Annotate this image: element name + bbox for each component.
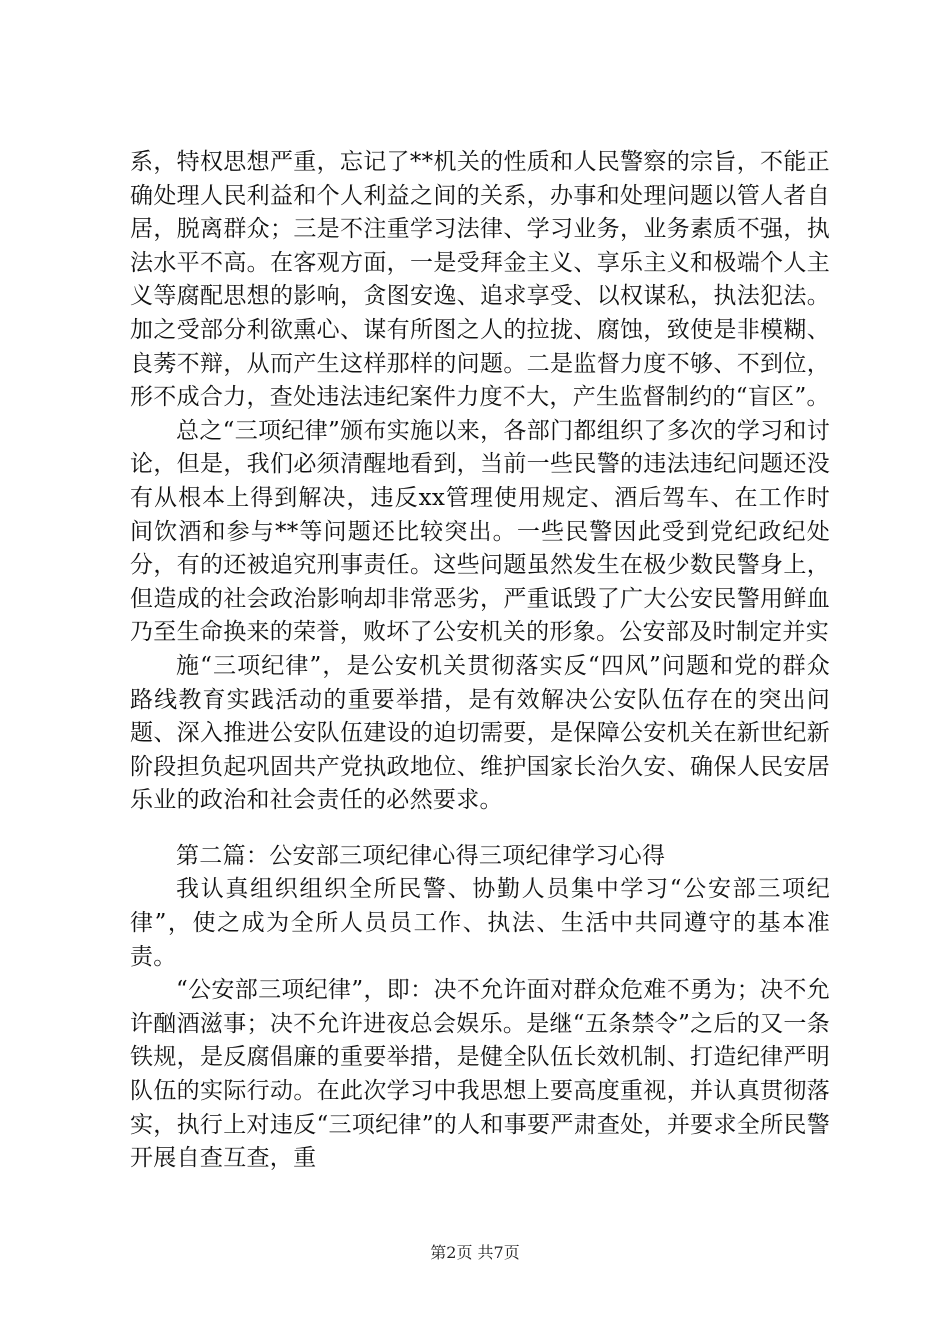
paragraph-continuation: 系，特权思想严重，忘记了**机关的性质和人民警察的宗旨，不能正确处理人民利益和个人利益之间的关系，办事和处理问题以管人者自居，脱离群众；三是不注重学习法律、学习业务，业务素质不强，执法水平不高。在客观方面，一是受拜金主义、享乐主义和极端个人主义等腐配思想的影响，贪图安逸、追求享受、以权谋私，执法犯法。加之受部分利欲熏心、谋有所图之人的拉拢、腐蚀，致使是非模糊、良莠不辩，从而产生这样那样的问题。二是监督力度不够、不到位，形不成合力，查处违法违纪案件力度不大，产生监督制约的“盲区”。 bbox=[130, 149, 830, 411]
paragraph-summary: 总之“三项纪律”颁布实施以来，各部门都组织了多次的学习和讨论，但是，我们必须清醒地看到，当前一些民警的违法违纪问题还没有从根本上得到解决，违反xx管理使用规定、酒后驾车、在工作时间饮酒和参与**等问题还比较突出。一些民警因此受到党纪政纪处分，有的还被追究刑事责任。这些问题虽然发生在极少数民警身上，但造成的社会政治影响却非常恶劣，严重诋毁了广大公安民警用鲜血乃至生命换来的荣誉，败坏了公安机关的形象。公安部及时制定并实 bbox=[130, 417, 830, 646]
section-title: 第二篇：公安部三项纪律心得三项纪律学习心得 bbox=[176, 842, 666, 869]
paragraph-study: 我认真组织组织全所民警、协勤人员集中学习“公安部三项纪律”，使之成为全所人员员工作、执法、生活中共同遵守的基本准责。 bbox=[130, 876, 830, 970]
document-body bbox=[130, 146, 830, 1176]
paragraph-implementation: 施“三项纪律”，是公安机关贯彻落实反“四风”问题和党的群众路线教育实践活动的重要举措，是有效解决公安队伍存在的突出问题、深入推进公安队伍建设的迫切需要，是保障公安机关在新世纪新阶段担负起巩固共产党执政地位、维护国家长治久安、确保人民安居乐业的政治和社会责任的必然要求。 bbox=[130, 652, 830, 814]
page-number-footer: 第2页 共7页 bbox=[430, 1243, 520, 1262]
paragraph-three-disciplines: “公安部三项纪律”，即：决不允许面对群众危难不勇为；决不允许酗酒滋事；决不允许进夜总会娱乐。是继“五条禁令”之后的又一条铁规，是反腐倡廉的重要举措，是健全队伍长效机制、打造纪律严明队伍的实际行动。在此次学习中我思想上要高度重视，并认真贯彻落实，执行上对违反“三项纪律”的人和事要严肃查处，并要求全所民警开展自查互查，重 bbox=[130, 977, 830, 1172]
